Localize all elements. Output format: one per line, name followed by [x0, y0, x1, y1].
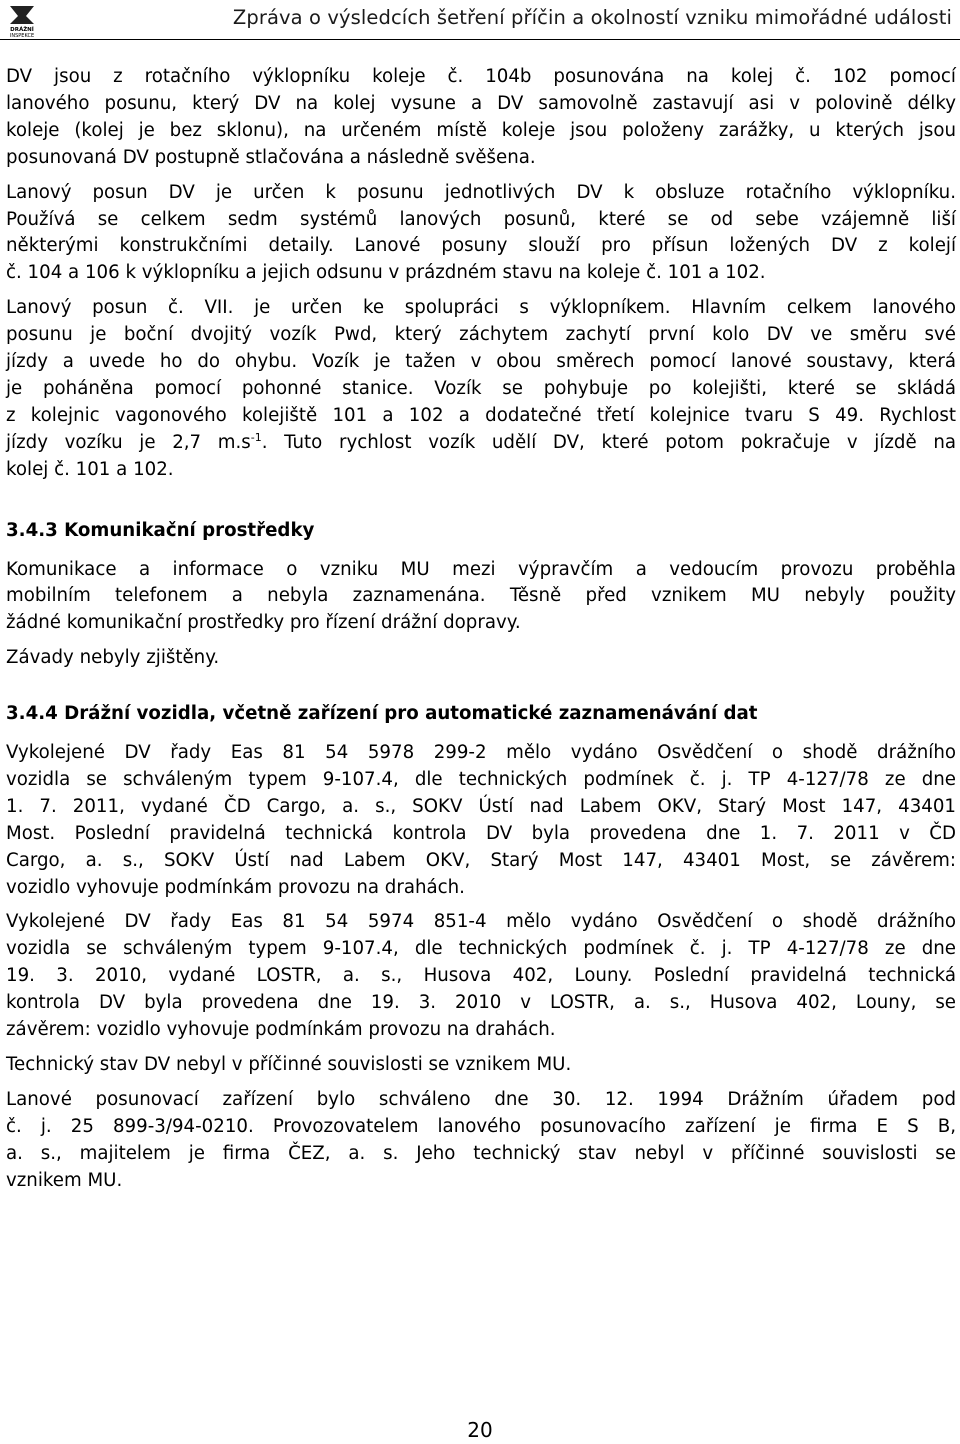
text-line: Používá se celkem sedm systémů lanových posunů, které se od sebe vzájemně liší	[6, 208, 956, 230]
speed-unit-exponent: -1	[250, 430, 262, 444]
paragraph-no-defects	[6, 645, 956, 672]
text-line: DV jsou z rotačního výklopníku koleje č. 104b posunována na kolej č. 102 pomocí	[6, 66, 956, 87]
speed-text: jízdy vozíku je 2,7 m.s	[6, 431, 251, 453]
text-line: Závady nebyly zjištěny.	[6, 647, 220, 669]
text-line-speed	[6, 430, 956, 457]
page-content	[6, 64, 956, 1203]
paragraph-rope-shunting	[6, 180, 956, 288]
text-line: některými konstrukčními detaily. Lanové posuny slouží pro přísun ložených DV z kolejí	[6, 235, 956, 257]
text-line: Lanový posun DV je určen k posunu jednotlivých DV k obsluze rotačního výklopníku.	[6, 181, 956, 203]
text-line: kontrola DV byla provedena dne 19. 3. 2010 v LOSTR, a. s., Husova 402, Louny, se	[6, 992, 956, 1014]
paragraph-rope-shunting-vii	[6, 295, 956, 483]
text-line: Most. Poslední pravidelná technická kontrola DV byla provedena dne 1. 7. 2011 v ČD	[6, 822, 956, 844]
text-line: vozidlo vyhovuje podmínkám provozu na drahách.	[6, 876, 465, 898]
svg-text:INSPEKCE: INSPEKCE	[9, 33, 35, 38]
text-line: Technický stav DV nebyl v příčinné souvislosti se vznikem MU.	[6, 1054, 572, 1075]
text-line: lanového posunu, který DV na kolej vysune a DV samovolně zastavují asi v polovině délky	[6, 92, 956, 114]
text-line: koleje (kolej je bez sklonu), na určeném místě koleje jsou položeny zarážky, u kterých jsou	[6, 119, 956, 141]
text-line: je poháněna pomocí pohonné stanice. Vozík se pohybuje po kolejišti, které se skládá	[6, 377, 956, 399]
text-line: vozidla se schváleným typem 9-107.4, dle technických podmínek č. j. TP 4-127/78 ze dne	[6, 938, 956, 960]
text-line: mobilním telefonem a nebyla zaznamenána. Těsně před vznikem MU nebyly použity	[6, 585, 956, 607]
paragraph-rotary-tipper	[6, 64, 956, 172]
paragraph-vehicle-1	[6, 740, 956, 901]
paragraph-vehicle-2	[6, 909, 956, 1044]
text-line: a. s., majitelem je firma ČEZ, a. s. Jeho technický stav nebyl v příčinné souvislosti se	[6, 1142, 956, 1164]
paragraph-communication	[6, 557, 956, 638]
text-line: 19. 3. 2010, vydané LOSTR, a. s., Husova 402, Louny. Poslední pravidelná technická	[6, 965, 956, 987]
text-line: jízdy a uvede ho do ohybu. Vozík je tažen v obou směrech pomocí lanové soustavy, která	[6, 351, 956, 373]
text-line: posunovaná DV postupně stlačována a následně svěšena.	[6, 146, 536, 168]
header-title: Zpráva o výsledcích šetření příčin a okolností vzniku mimořádné události	[232, 6, 952, 29]
text-line: z kolejnic vagonového kolejiště 101 a 102 a dodatečné třetí kolejnice tvaru S 49. Rychlost	[6, 404, 956, 426]
page-header	[0, 0, 960, 44]
text-line: Vykolejené DV řady Eas 81 54 5974 851-4 mělo vydáno Osvědčení o shodě drážního	[6, 911, 956, 933]
text-line: Komunikace a informace o vzniku MU mezi výpravčím a vedoucím provozu proběhla	[6, 558, 956, 580]
svg-text:DRÁŽNÍ: DRÁŽNÍ	[10, 27, 34, 33]
text-line: vznikem MU.	[6, 1169, 123, 1191]
text-line: Cargo, a. s., SOKV Ústí nad Labem OKV, Starý Most 147, 43401 Most, se závěrem:	[6, 849, 956, 871]
paragraph-technical-state	[6, 1052, 956, 1079]
text-line: posunu je boční dvojitý vozík Pwd, který záchytem zachytí první kolo DV ve směru své	[6, 324, 956, 346]
page-number: 20	[467, 1418, 493, 1442]
text-line: Lanové posunovací zařízení bylo schváleno dne 30. 12. 1994 Drážním úřadem pod	[6, 1088, 956, 1110]
section-heading-3-4-3: 3.4.3 Komunikační prostředky	[6, 519, 315, 541]
section-heading-3-4-4: 3.4.4 Drážní vozidla, včetně zařízení pro automatické zaznamenávání dat	[6, 703, 758, 725]
speed-text-continued: . Tuto rychlost vozík udělí DV, které potom pokračuje v jízdě na	[261, 431, 957, 453]
text-line: Lanový posun č. VII. je určen ke spolupráci s výklopníkem. Hlavním celkem lanového	[6, 297, 956, 319]
text-line: č. j. 25 899-3/94-0210. Provozovatelem lanového posunovacího zařízení je firma E S B,	[6, 1115, 956, 1137]
text-line: Vykolejené DV řady Eas 81 54 5978 299-2 mělo vydáno Osvědčení o shodě drážního	[6, 742, 956, 764]
text-line: kolej č. 101 a 102.	[6, 458, 174, 480]
text-line: č. 104 a 106 k výklopníku a jejich odsunu v prázdném stavu na koleje č. 101 a 102.	[6, 262, 766, 284]
paragraph-rope-device	[6, 1087, 956, 1195]
drazni-inspekce-logo	[4, 2, 40, 38]
text-line: 1. 7. 2011, vydané ČD Cargo, a. s., SOKV Ústí nad Labem OKV, Starý Most 147, 43401	[6, 795, 956, 817]
text-line: žádné komunikační prostředky pro řízení drážní dopravy.	[6, 612, 521, 634]
text-line: závěrem: vozidlo vyhovuje podmínkám provozu na drahách.	[6, 1019, 556, 1041]
text-line: vozidla se schváleným typem 9-107.4, dle technických podmínek č. j. TP 4-127/78 ze dne	[6, 768, 956, 790]
header-divider	[0, 39, 960, 40]
